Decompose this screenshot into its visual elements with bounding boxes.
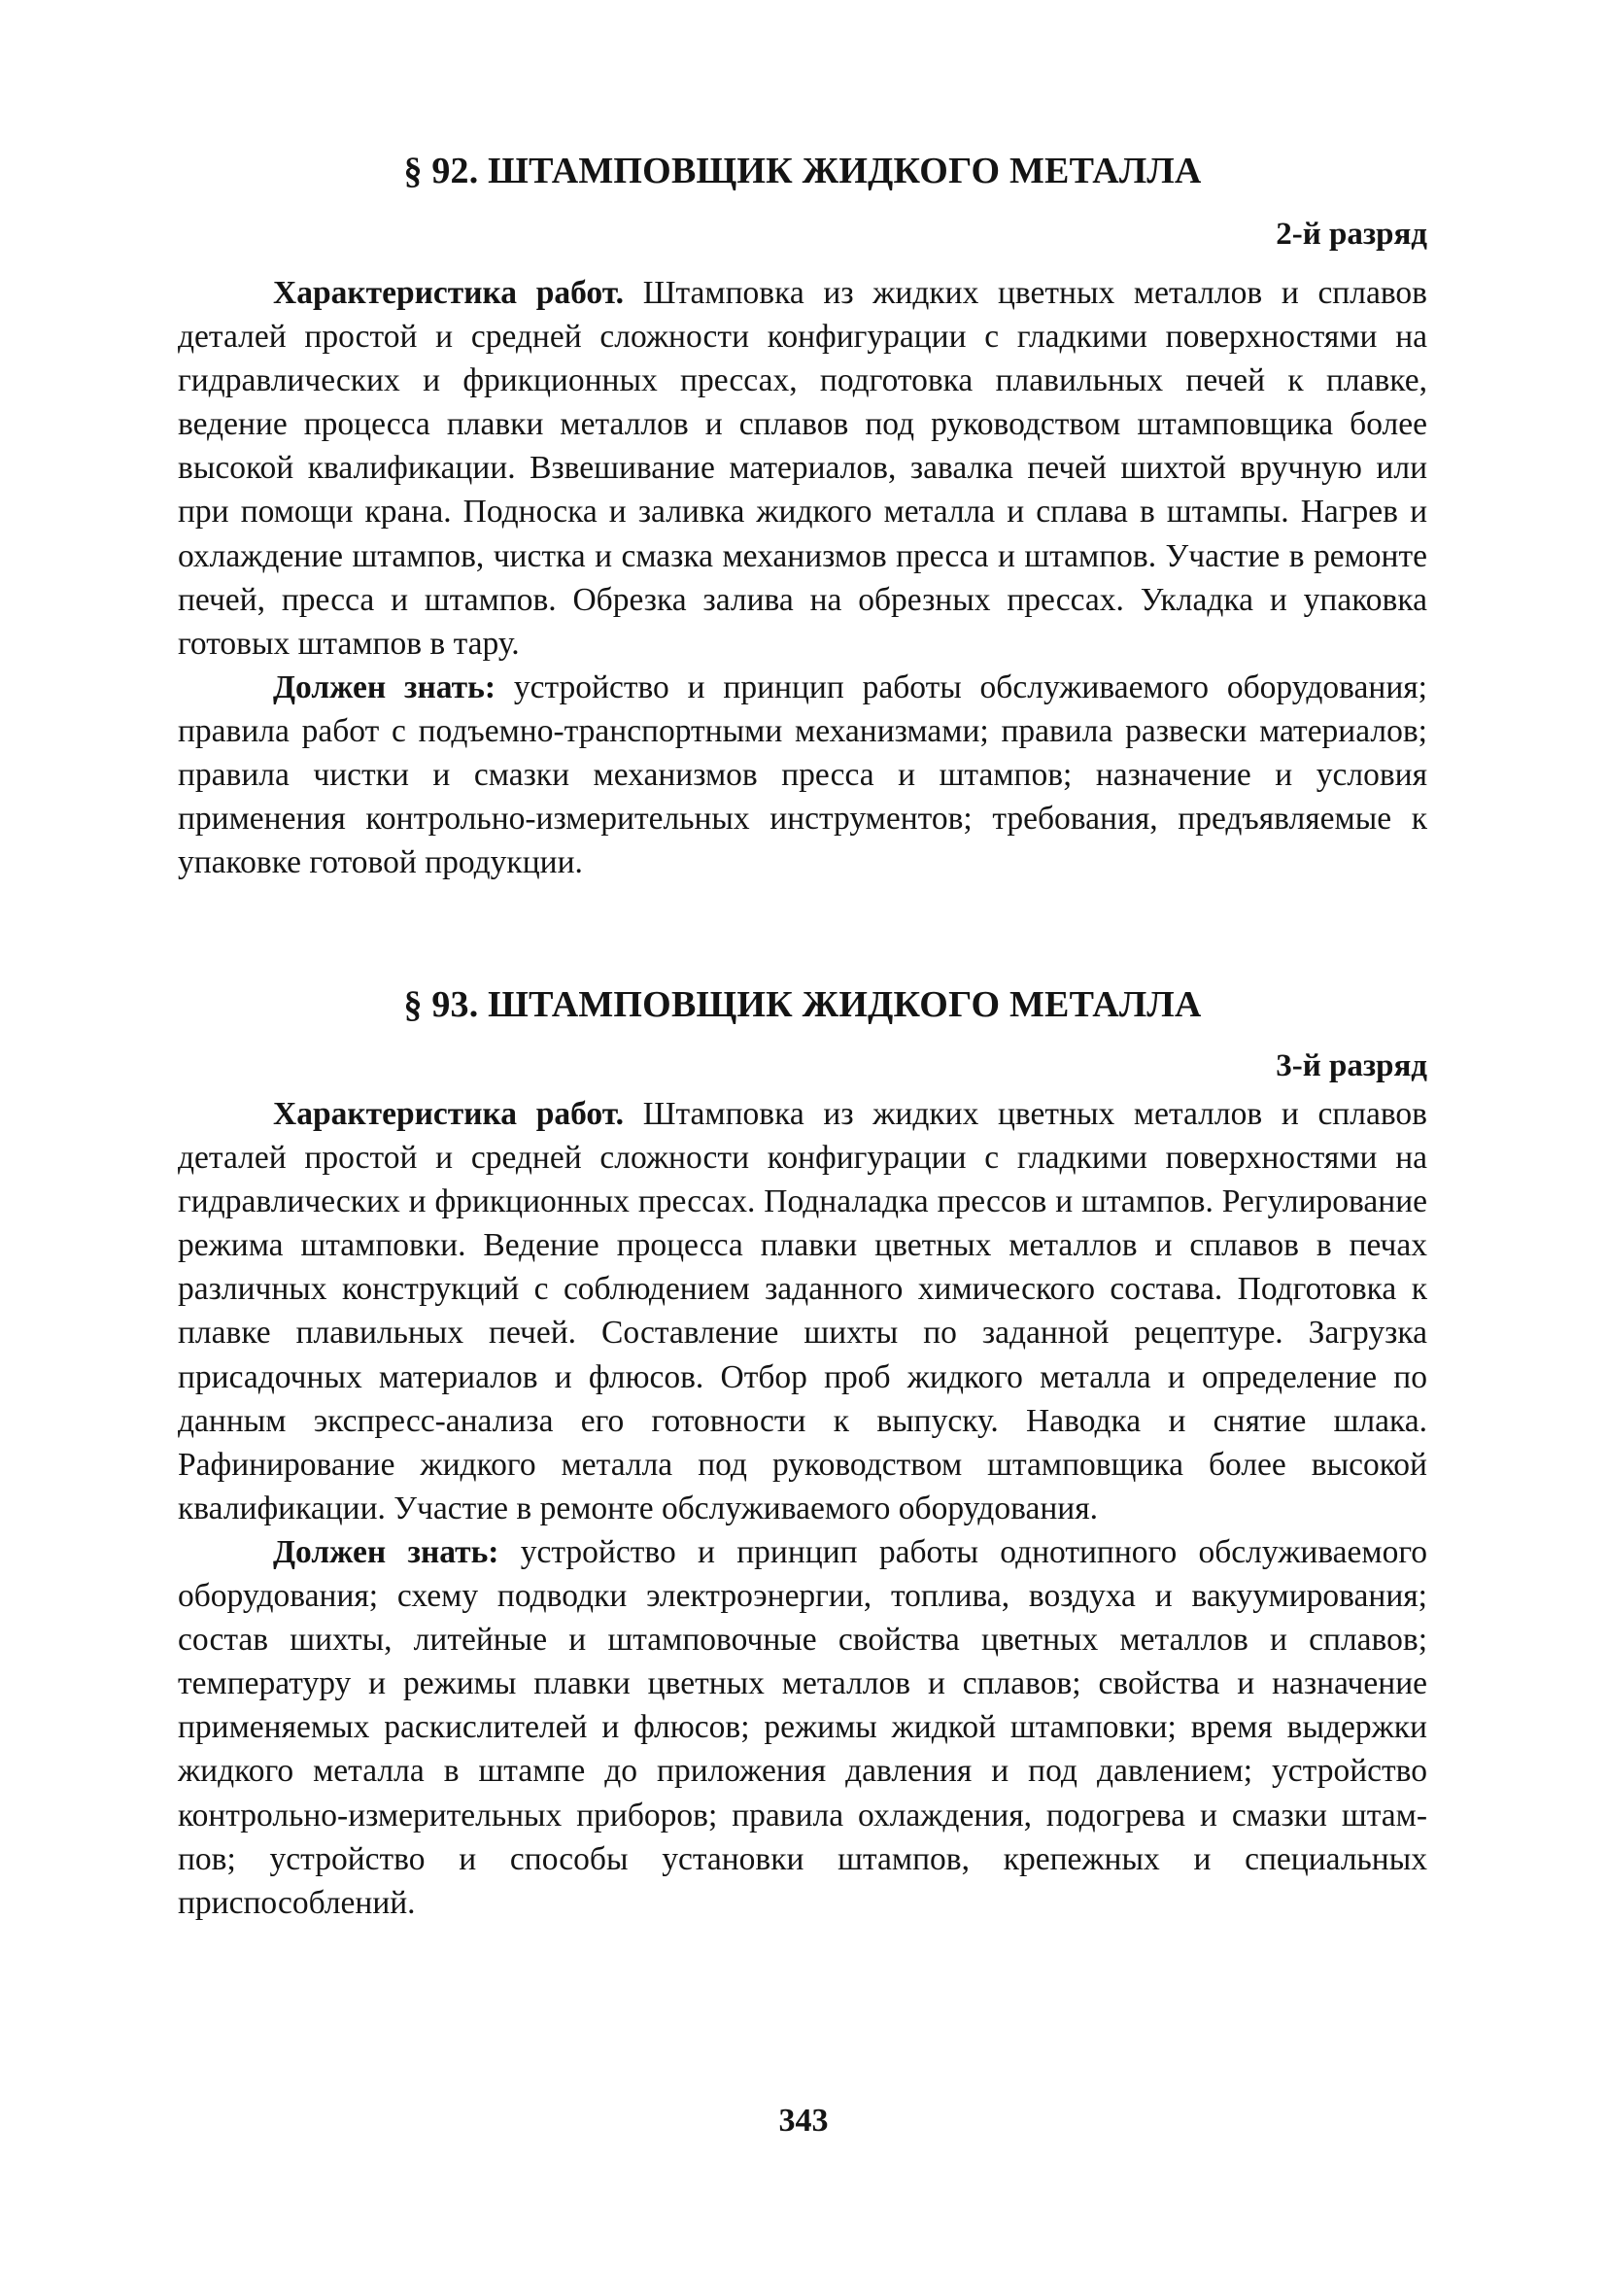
section-92-work-text: Штамповка из жидких цветных металлов и сплавов деталей простой и средней сложности конфигурации с гладкими поверхностями на гидравлических и фрикционных прессах, подготовка плавильных печей к плавке, ведение процесса плавки металлов и сплавов под руководством штамповщика более высокой квалификации. Взвешивание материалов, завалка печей шихтой вручную или при помощи крана. Подноска и заливка жидкого металла и сплава в штампы. Нагрев и охлаждение штампов, чистка и смазка механизмов пресса и штампов. Участие в ремонте печей, пресса и штампов. Обрезка залива на обрезных прессах. Укладка и упаковка готовых штампов в тару. xyxy=(178,275,1427,662)
section-92-body xyxy=(178,271,1427,884)
section-93-knowledge-paragraph xyxy=(178,1530,1427,1925)
section-93-body xyxy=(178,1092,1427,1925)
section-92-work-lead: Характеристика работ. xyxy=(273,275,625,311)
section-92-title: § 92. ШТАМПОВЩИК ЖИДКОГО МЕТАЛЛА xyxy=(403,151,1202,191)
section-93-knowledge-lead: Должен знать: xyxy=(273,1533,499,1570)
section-93-title: § 93. ШТАМПОВЩИК ЖИДКОГО МЕТАЛЛА xyxy=(403,984,1202,1025)
section-92-knowledge-lead: Должен знать: xyxy=(273,668,496,705)
section-93-work-lead: Характеристика работ. xyxy=(273,1096,625,1132)
section-93-knowledge-text: устройство и принцип работы однотипного обслуживаемого оборудования; схему подводки электроэнергии, топлива, воздуха и вакуумирования; состав шихты, литейные и штамповочные свойства цветных металлов и сплавов; температуру и режимы плавки цветных металлов и сплавов; свойства и назначение применяемых раскислителей и флюсов; режимы жидкой штамповки; время выдержки жидкого металла в штампе до приложения давления и под давлением; устройство контрольно-измерительных приборов; правила охлаждения, подогрева и смазки штампов; устройство и способы установки штампов, крепежных и специальных приспособлений. xyxy=(178,1533,1427,1921)
section-93-work-paragraph xyxy=(178,1092,1427,1530)
section-93-work-text: Штамповка из жидких цветных металлов и сплавов деталей простой и средней сложности конфигурации с гладкими поверхностями на гидравлических и фрикционных прессах. Подналадка прессов и штампов. Регулирование режима штамповки. Ведение процесса плавки цветных металлов и сплавов в печах различных конструкций с соблюдением заданного химического состава. Подготовка к плавке плавильных печей. Составление шихты по заданной рецептуре. Загрузка присадочных материалов и флюсов. Отбор проб жидкого металла и определение по данным экспресс-анализа его готовности к выпуску. Наводка и снятие шлака. Рафинирование жидкого металла под руководством штамповщика более высокой квалификации. Участие в ремонте обслуживаемого оборудования. xyxy=(178,1096,1427,1526)
section-92-work-paragraph xyxy=(178,271,1427,666)
section-92-knowledge-text: устройство и принцип работы обслуживаемого оборудования; правила работ с подъемно-транспортными механизмами; правила развески материалов; правила чистки и смазки механизмов пресса и штампов; назначение и условия применения контрольно-измерительных инструментов; требования, предъявляемые к упаковке готовой продукции. xyxy=(178,668,1427,881)
section-93-rank: 3-й разряд xyxy=(1276,1048,1427,1083)
page-number: 343 xyxy=(778,2103,829,2139)
section-92-knowledge-paragraph xyxy=(178,666,1427,884)
section-92-rank: 2-й разряд xyxy=(1276,217,1427,252)
